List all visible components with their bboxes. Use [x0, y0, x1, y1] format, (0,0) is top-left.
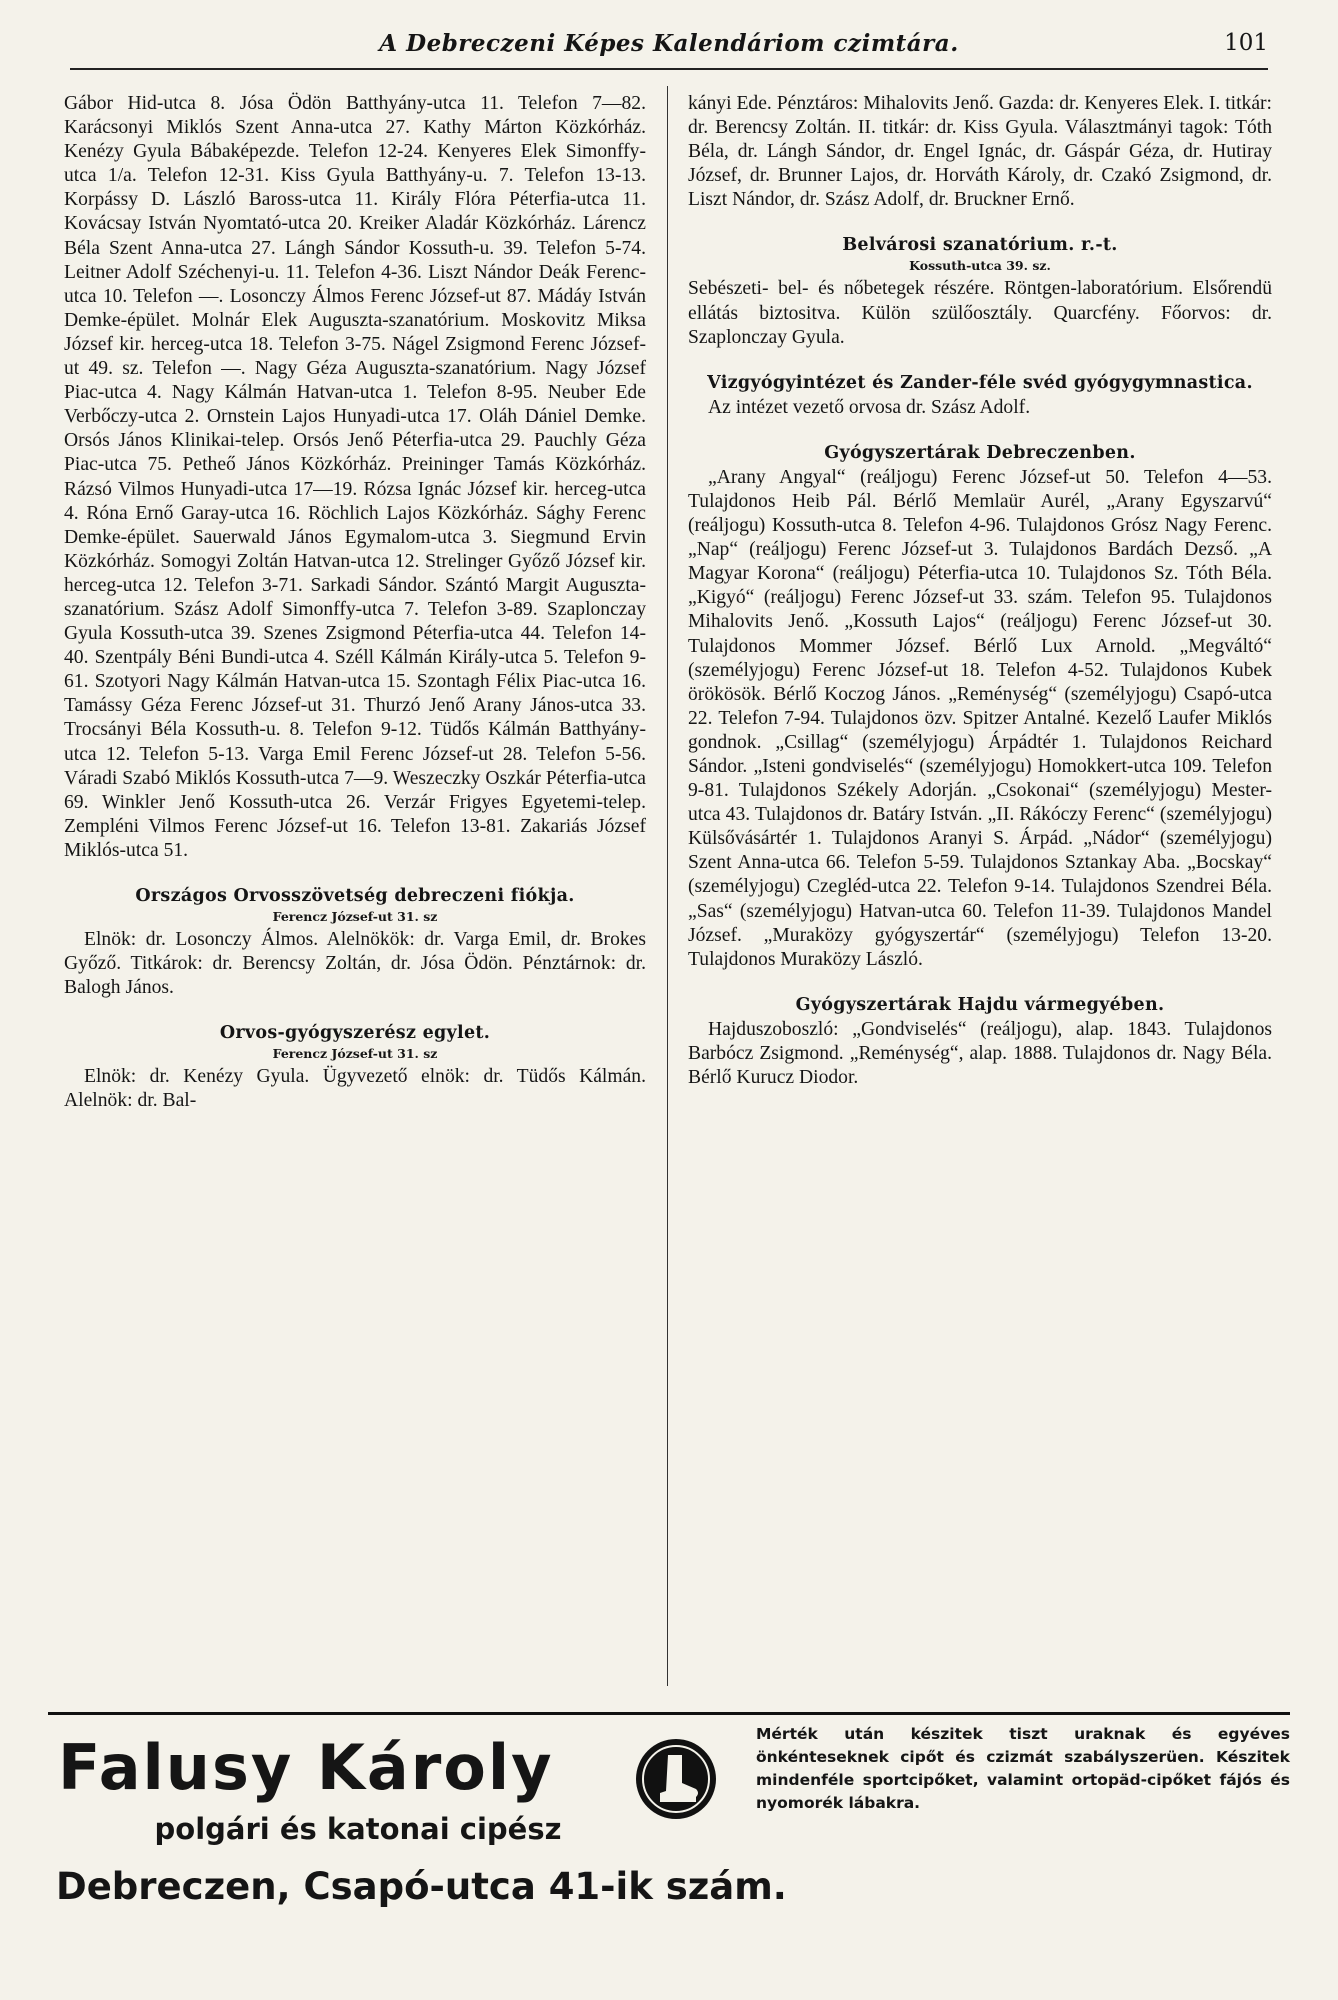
- boot-emblem-icon: [634, 1737, 718, 1821]
- continuation-text: kányi Ede. Pénztáros: Mihalovits Jenő. Gazda: dr. Kenyeres Elek. I. titkár: dr. Berencsy Zoltán. II. titkár: dr. Kiss Gyula. Választmányi tagok: Tóth Béla, dr. Lángh Sándor, dr. Engel Ignác, dr. Gáspár Géza, dr. Hutiray József, dr. Brunner Lajos, dr. Horváth Károly, dr. Czakó Zsigmond, dr. Liszt Nándor, dr. Szász Adolf, dr. Bruckner Ernő.: [688, 93, 1272, 211]
- column-divider: [667, 86, 668, 1686]
- advertiser-name: Falusy Károly: [58, 1731, 554, 1804]
- section-vizgyogyintezet: [688, 372, 1272, 420]
- right-column: [688, 92, 1272, 1682]
- advertiser-address: Debreczen, Csapó-utca 41-ik szám.: [56, 1865, 787, 1908]
- section-orvosszovetseg: [64, 885, 646, 1000]
- section-text: Hajduszoboszló: „Gondviselés“ (reáljogu), alap. 1843. Tulajdonos Barbócz Zsigmond. „Reménység“, alap. 1888. Tulajdonos dr. Nagy Béla. Bérlő Kurucz Diodor.: [688, 1018, 1272, 1088]
- advertiser-description: Mérték után készitek tiszt uraknak és egyéves önkénteseknek cipőt és czizmát szabályszerüen. Készitek mindenféle sportcipőket, valamint ortopäd-cipőket fájós és nyomorék lábakra.: [756, 1725, 1290, 1812]
- section-text: Elnök: dr. Kenézy Gyula. Ügyvezető elnök: dr. Tüdős Kálmán. Alelnök: dr. Bal-: [64, 1066, 646, 1112]
- advertiser-trade: polgári és katonai cipész: [154, 1812, 562, 1846]
- section-title: Országos Orvosszövetség debreczeni fiókja.: [135, 886, 575, 906]
- section-belvarosi-szanatorium: [688, 234, 1272, 349]
- section-orvos-gyogyszeresz-egylet: [64, 1022, 646, 1113]
- section-address: Kossuth-utca 39. sz.: [909, 258, 1051, 274]
- section-title: Gyógyszertárak Debreczenben.: [824, 442, 1136, 463]
- section-address: Ferencz József-ut 31. sz: [272, 1046, 438, 1062]
- section-title: Gyógyszertárak Hajdu vármegyében.: [795, 994, 1165, 1015]
- section-gyogyszertarak-debreczen: [688, 442, 1272, 972]
- section-text: „Arany Angyal“ (reáljogu) Ferenc József-ut 50. Telefon 4—53. Tulajdonos Heib Pál. Bérlő Memlaür Aurél, „Arany Egyszarvú“ (reáljogu) Kossuth-utca 8. Telefon 4-96. Tulajdonos Grósz Nagy Ferenc. „Nap“ (reáljogu) Ferenc József-ut 3. Tulajdonos Bardách Dezső. „A Magyar Korona“ (reáljogu) Péterfia-utca 10. Tulajdonos Sz. Tóth Béla. „Kigyó“ (reáljogu) Ferenc József-ut 33. szám. Telefon 95. Tulajdonos Mihalovits Jenő. „Kossuth Lajos“ (reáljogu) Ferenc József-ut 30. Tulajdonos Mommer József. Bérlő Lux Arnold. „Megváltó“ (személyjogu) Ferenc József-ut 18. Telefon 4-52. Tulajdonos Kubek örökösök. Bérlő Koczog János. „Reménység“ (személyjogu) Csapó-utca 22. Telefon 7-94. Tulajdonos özv. Spitzer Antalné. Kezelő Laufer Miklós gondnok. „Csillag“ (személyjogu) Árpádtér 1. Tulajdonos Reichard Sándor. „Isteni gondviselés“ (személyjogu) Homokkert-utca 109. Telefon 9-81. Tulajdonos Székely Adorján. „Csokonai“ (személyjogu) Mester-utca 43. Tulajdonos dr. Batáry István. „II. Rákóczy Ferenc“ (személyjogu) Külsővásártér 1. Tulajdonos Aranyi S. Árpád. „Nádor“ (személyjogu) Szent Anna-utca 66. Telefon 5-59. Tulajdonos Sztankay Aba. „Bocskay“ (személyjogu) Czegléd-utca 22. Telefon 9-14. Tulajdonos Szendrei Béla. „Sas“ (személyjogu) Hatvan-utca 60. Telefon 11-39. Tulajdonos Mandel József. „Muraközy gyógyszertár“ (személyjogu) Telefon 13-20. Tulajdonos Muraközy László.: [688, 466, 1272, 970]
- page-number: 101: [1224, 30, 1268, 56]
- left-column: [64, 92, 646, 1682]
- section-text: Elnök: dr. Losonczy Álmos. Alelnökök: dr. Varga Emil, dr. Brokes Győző. Titkárok: dr. Berencsy Zoltán, dr. Jósa Ödön. Pénztárnok: dr. Balogh János.: [64, 929, 646, 999]
- section-title: Vizgyógyintézet és Zander-féle svéd gyógygymnastica.: [707, 372, 1253, 393]
- section-gyogyszertarak-hajdu: [688, 994, 1272, 1090]
- section-text: Sebészeti- bel- és nőbetegek részére. Röntgen-laboratórium. Elsőrendü ellátás biztositva. Külön szülőosztály. Quarcfény. Főorvos: dr. Szaplonczay Gyula.: [688, 278, 1272, 348]
- physicians-list: Gábor Hid-utca 8. Jósa Ödön Batthyány-utca 11. Telefon 7—82. Karácsonyi Miklós Szent Anna-utca 27. Kathy Márton Közkórház. Kenézy Gyula Bábaképezde. Telefon 12-24. Kenyeres Elek Simonffy-utca 1/a. Telefon 12-31. Kiss Gyula Batthyány-u. 7. Telefon 13-13. Korpássy D. László Baross-utca 11. Király Flóra Péterfia-utca 11. Kovácsay István Nyomtató-utca 20. Kreiker Aladár Közkórház. Lárencz Béla Szent Anna-utca 27. Lángh Sándor Kossuth-u. 39. Telefon 5-74. Leitner Adolf Széchenyi-u. 11. Telefon 4-36. Liszt Nándor Deák Ferenc-utca 10. Telefon —. Losonczy Álmos Ferenc József-ut 87. Mádáy István Demke-épület. Molnár Elek Auguszta-szanatórium. Moskovitz Miksa József kir. herceg-utca 18. Telefon 3-75. Nágel Zsigmond Ferenc József-ut 49. sz. Telefon —. Nagy Géza Auguszta-szanatórium. Nagy József Piac-utca 4. Nagy Kálmán Hatvan-utca 1. Telefon 8-95. Neuber Ede Verbőczy-utca 2. Ornstein Lajos Hunyadi-utca 17. Oláh Dániel Demke. Orsós János Klinikai-telep. Orsós Jenő Péterfia-utca 29. Pauchly Géza Piac-utca 75. Petheő János Közkórház. Preininger Tamás Közkórház. Rázsó Vilmos Hunyadi-utca 17—19. Rózsa Ignác József kir. herceg-utca 4. Róna Ernő Garay-utca 16. Röchlich Lajos Közkórház. Sághy Ferenc Demke-épület. Sauerwald János Egymalom-utca 3. Siegmund Ervin Közkórház. Somogyi Zoltán Hatvan-utca 12. Strelinger Győző József kir. herceg-utca 12. Telefon 3-71. Sarkadi Sándor. Szántó Margit Auguszta-szanatórium. Szász Adolf Simonffy-utca 7. Telefon 3-89. Szaplonczay Gyula Kossuth-utca 39. Szenes Zsigmond Péterfia-utca 44. Telefon 14-40. Szentpály Béni Bundi-utca 4. Széll Kálmán Király-utca 5. Telefon 9-61. Szotyori Nagy Kálmán Hatvan-utca 15. Szontagh Félix Piac-utca 16. Tamássy Géza Ferenc József-ut 31. Thurzó Jenő Arany János-utca 33. Trocsányi Béla Kossuth-u. 8. Telefon 9-12. Tüdős Kálmán Batthyány-utca 12. Telefon 5-13. Varga Emil Ferenc József-ut 28. Telefon 5-56. Váradi Szabó Miklós Kossuth-utca 7—9. Weszeczky Oszkár Péterfia-utca 69. Winkler Jenő Kossuth-utca 26. Verzár Frigyes Egyetemi-telep. Zempléni Vilmos Ferenc József-ut 16. Telefon 13-81. Zakariás József Miklós-utca 51.: [64, 93, 646, 861]
- section-title: Belvárosi szanatórium. r.-t.: [842, 235, 1118, 256]
- page-header: [70, 24, 1268, 70]
- section-address: Ferencz József-ut 31. sz: [272, 909, 438, 924]
- advertisement: [48, 1712, 1290, 1960]
- running-title: A Debreczeni Képes Kalendáriom czimtára.: [379, 30, 959, 57]
- section-title: Orvos-gyógyszerész egylet.: [219, 1023, 491, 1044]
- section-text: Az intézet vezető orvosa dr. Szász Adolf.: [708, 396, 1031, 418]
